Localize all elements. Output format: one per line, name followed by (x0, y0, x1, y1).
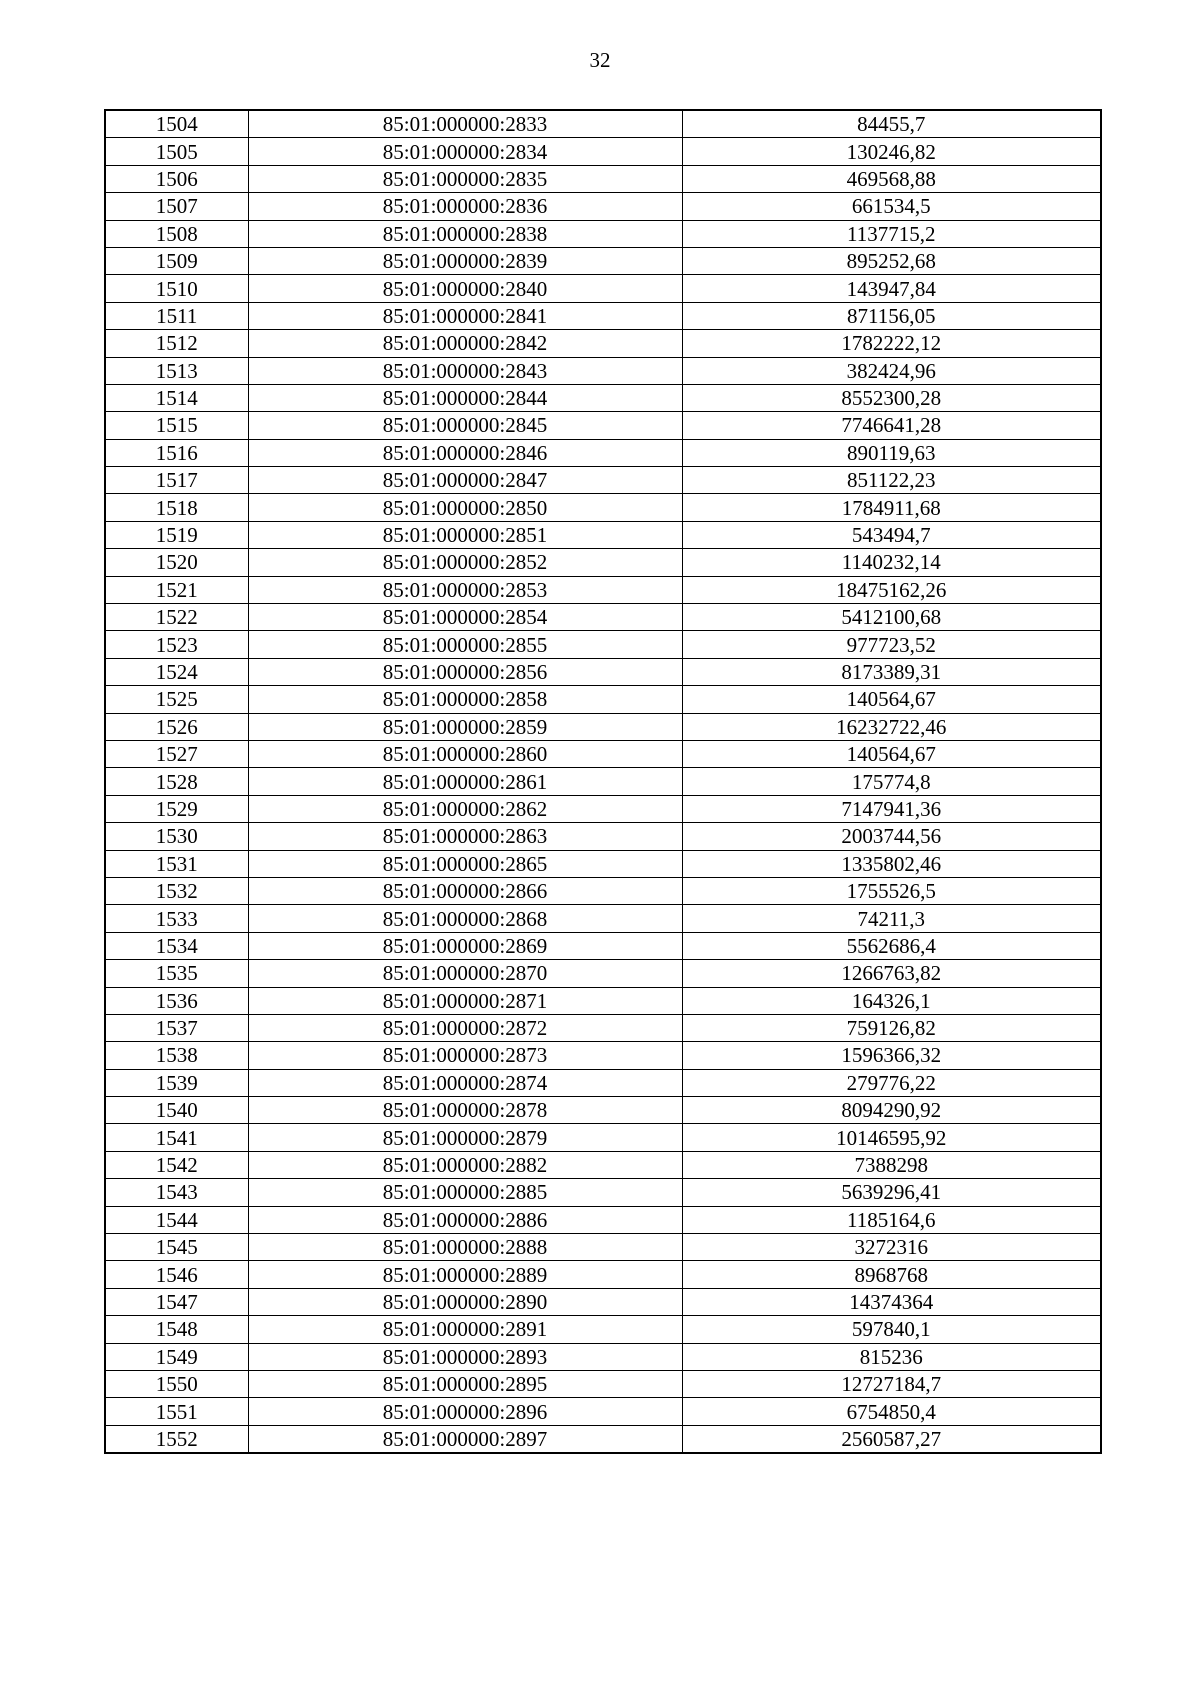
cadastral-number-cell: 85:01:000000:2888 (248, 1234, 682, 1261)
cadastral-number-cell: 85:01:000000:2861 (248, 768, 682, 795)
table-row (105, 1261, 1101, 1288)
table-row (105, 850, 1101, 877)
row-number-cell: 1526 (105, 713, 248, 740)
row-number-cell: 1528 (105, 768, 248, 795)
value-cell: 279776,22 (682, 1069, 1101, 1096)
value-cell: 815236 (682, 1343, 1101, 1370)
table-row (105, 1179, 1101, 1206)
table-row (105, 1234, 1101, 1261)
cadastral-number-cell: 85:01:000000:2878 (248, 1097, 682, 1124)
cadastral-number-cell: 85:01:000000:2846 (248, 439, 682, 466)
cadastral-number-cell: 85:01:000000:2847 (248, 467, 682, 494)
cadastral-number-cell: 85:01:000000:2873 (248, 1042, 682, 1069)
value-cell: 18475162,26 (682, 576, 1101, 603)
value-cell: 8173389,31 (682, 658, 1101, 685)
cadastral-number-cell: 85:01:000000:2841 (248, 302, 682, 329)
cadastral-number-cell: 85:01:000000:2843 (248, 357, 682, 384)
cadastral-number-cell: 85:01:000000:2860 (248, 740, 682, 767)
row-number-cell: 1512 (105, 330, 248, 357)
value-cell: 2003744,56 (682, 823, 1101, 850)
cadastral-number-cell: 85:01:000000:2893 (248, 1343, 682, 1370)
value-cell: 6754850,4 (682, 1398, 1101, 1425)
row-number-cell: 1533 (105, 905, 248, 932)
cadastral-number-cell: 85:01:000000:2897 (248, 1425, 682, 1453)
value-cell: 84455,7 (682, 110, 1101, 138)
value-cell: 543494,7 (682, 521, 1101, 548)
row-number-cell: 1538 (105, 1042, 248, 1069)
value-cell: 851122,23 (682, 467, 1101, 494)
row-number-cell: 1534 (105, 932, 248, 959)
cadastral-number-cell: 85:01:000000:2844 (248, 384, 682, 411)
table-row (105, 357, 1101, 384)
row-number-cell: 1539 (105, 1069, 248, 1096)
value-cell: 143947,84 (682, 275, 1101, 302)
value-cell: 14374364 (682, 1288, 1101, 1315)
table-row (105, 987, 1101, 1014)
table-row (105, 686, 1101, 713)
cadastral-number-cell: 85:01:000000:2863 (248, 823, 682, 850)
table-row (105, 110, 1101, 138)
row-number-cell: 1515 (105, 412, 248, 439)
cadastral-number-cell: 85:01:000000:2891 (248, 1316, 682, 1343)
row-number-cell: 1506 (105, 165, 248, 192)
cadastral-number-cell: 85:01:000000:2834 (248, 138, 682, 165)
value-cell: 382424,96 (682, 357, 1101, 384)
row-number-cell: 1542 (105, 1151, 248, 1178)
row-number-cell: 1547 (105, 1288, 248, 1315)
row-number-cell: 1522 (105, 604, 248, 631)
table-row (105, 384, 1101, 411)
value-cell: 597840,1 (682, 1316, 1101, 1343)
row-number-cell: 1516 (105, 439, 248, 466)
value-cell: 140564,67 (682, 686, 1101, 713)
value-cell: 759126,82 (682, 1014, 1101, 1041)
table-row (105, 1069, 1101, 1096)
value-cell: 469568,88 (682, 165, 1101, 192)
table-row (105, 220, 1101, 247)
cadastral-number-cell: 85:01:000000:2882 (248, 1151, 682, 1178)
value-cell: 3272316 (682, 1234, 1101, 1261)
table-row (105, 1425, 1101, 1453)
row-number-cell: 1525 (105, 686, 248, 713)
table-row (105, 494, 1101, 521)
table-row (105, 1124, 1101, 1151)
table-row (105, 1370, 1101, 1397)
row-number-cell: 1552 (105, 1425, 248, 1453)
value-cell: 74211,3 (682, 905, 1101, 932)
value-cell: 175774,8 (682, 768, 1101, 795)
value-cell: 1596366,32 (682, 1042, 1101, 1069)
value-cell: 130246,82 (682, 138, 1101, 165)
row-number-cell: 1536 (105, 987, 248, 1014)
cadastral-number-cell: 85:01:000000:2855 (248, 631, 682, 658)
cadastral-number-cell: 85:01:000000:2871 (248, 987, 682, 1014)
cadastral-number-cell: 85:01:000000:2872 (248, 1014, 682, 1041)
row-number-cell: 1519 (105, 521, 248, 548)
table-row (105, 1343, 1101, 1370)
cadastral-number-cell: 85:01:000000:2836 (248, 193, 682, 220)
table-row (105, 439, 1101, 466)
value-cell: 977723,52 (682, 631, 1101, 658)
row-number-cell: 1546 (105, 1261, 248, 1288)
cadastral-number-cell: 85:01:000000:2842 (248, 330, 682, 357)
cadastral-number-cell: 85:01:000000:2896 (248, 1398, 682, 1425)
cadastral-number-cell: 85:01:000000:2862 (248, 795, 682, 822)
row-number-cell: 1529 (105, 795, 248, 822)
row-number-cell: 1541 (105, 1124, 248, 1151)
value-cell: 140564,67 (682, 740, 1101, 767)
row-number-cell: 1521 (105, 576, 248, 603)
table-body (105, 110, 1101, 1453)
value-cell: 1140232,14 (682, 549, 1101, 576)
row-number-cell: 1548 (105, 1316, 248, 1343)
row-number-cell: 1518 (105, 494, 248, 521)
table-row (105, 576, 1101, 603)
table-row (105, 713, 1101, 740)
row-number-cell: 1509 (105, 247, 248, 274)
table-row (105, 138, 1101, 165)
row-number-cell: 1505 (105, 138, 248, 165)
table-row (105, 1014, 1101, 1041)
table-row (105, 1398, 1101, 1425)
cadastral-number-cell: 85:01:000000:2840 (248, 275, 682, 302)
cadastral-number-cell: 85:01:000000:2890 (248, 1288, 682, 1315)
row-number-cell: 1504 (105, 110, 248, 138)
value-cell: 7388298 (682, 1151, 1101, 1178)
row-number-cell: 1514 (105, 384, 248, 411)
table-row (105, 631, 1101, 658)
page-number: 32 (589, 48, 611, 72)
table-row (105, 412, 1101, 439)
cadastral-number-cell: 85:01:000000:2895 (248, 1370, 682, 1397)
table-row (105, 932, 1101, 959)
cadastral-table (104, 109, 1102, 1454)
cadastral-number-cell: 85:01:000000:2835 (248, 165, 682, 192)
cadastral-number-cell: 85:01:000000:2866 (248, 877, 682, 904)
value-cell: 12727184,7 (682, 1370, 1101, 1397)
row-number-cell: 1543 (105, 1179, 248, 1206)
row-number-cell: 1535 (105, 960, 248, 987)
row-number-cell: 1527 (105, 740, 248, 767)
row-number-cell: 1508 (105, 220, 248, 247)
row-number-cell: 1530 (105, 823, 248, 850)
value-cell: 7746641,28 (682, 412, 1101, 439)
table-row (105, 521, 1101, 548)
cadastral-number-cell: 85:01:000000:2850 (248, 494, 682, 521)
cadastral-number-cell: 85:01:000000:2854 (248, 604, 682, 631)
row-number-cell: 1551 (105, 1398, 248, 1425)
value-cell: 5412100,68 (682, 604, 1101, 631)
value-cell: 1755526,5 (682, 877, 1101, 904)
table-row (105, 165, 1101, 192)
table-row (105, 467, 1101, 494)
cadastral-number-cell: 85:01:000000:2856 (248, 658, 682, 685)
value-cell: 2560587,27 (682, 1425, 1101, 1453)
cadastral-number-cell: 85:01:000000:2885 (248, 1179, 682, 1206)
value-cell: 8094290,92 (682, 1097, 1101, 1124)
cadastral-number-cell: 85:01:000000:2874 (248, 1069, 682, 1096)
cadastral-number-cell: 85:01:000000:2869 (248, 932, 682, 959)
value-cell: 10146595,92 (682, 1124, 1101, 1151)
table-row (105, 549, 1101, 576)
value-cell: 8552300,28 (682, 384, 1101, 411)
row-number-cell: 1544 (105, 1206, 248, 1233)
cadastral-number-cell: 85:01:000000:2868 (248, 905, 682, 932)
row-number-cell: 1540 (105, 1097, 248, 1124)
table-row (105, 1042, 1101, 1069)
value-cell: 1782222,12 (682, 330, 1101, 357)
value-cell: 7147941,36 (682, 795, 1101, 822)
table-row (105, 658, 1101, 685)
value-cell: 1784911,68 (682, 494, 1101, 521)
row-number-cell: 1550 (105, 1370, 248, 1397)
cadastral-number-cell: 85:01:000000:2853 (248, 576, 682, 603)
value-cell: 164326,1 (682, 987, 1101, 1014)
row-number-cell: 1523 (105, 631, 248, 658)
table-row (105, 193, 1101, 220)
value-cell: 895252,68 (682, 247, 1101, 274)
table-row (105, 1206, 1101, 1233)
cadastral-number-cell: 85:01:000000:2870 (248, 960, 682, 987)
table-row (105, 740, 1101, 767)
table-row (105, 302, 1101, 329)
row-number-cell: 1537 (105, 1014, 248, 1041)
cadastral-number-cell: 85:01:000000:2865 (248, 850, 682, 877)
row-number-cell: 1532 (105, 877, 248, 904)
cadastral-number-cell: 85:01:000000:2886 (248, 1206, 682, 1233)
table-row (105, 1097, 1101, 1124)
value-cell: 1137715,2 (682, 220, 1101, 247)
cadastral-number-cell: 85:01:000000:2845 (248, 412, 682, 439)
table-row (105, 247, 1101, 274)
value-cell: 5639296,41 (682, 1179, 1101, 1206)
row-number-cell: 1510 (105, 275, 248, 302)
table-row (105, 1316, 1101, 1343)
cadastral-number-cell: 85:01:000000:2833 (248, 110, 682, 138)
table-row (105, 905, 1101, 932)
value-cell: 8968768 (682, 1261, 1101, 1288)
cadastral-number-cell: 85:01:000000:2859 (248, 713, 682, 740)
table-row (105, 330, 1101, 357)
row-number-cell: 1545 (105, 1234, 248, 1261)
table-row (105, 960, 1101, 987)
table-row (105, 877, 1101, 904)
table-row (105, 275, 1101, 302)
row-number-cell: 1517 (105, 467, 248, 494)
cadastral-number-cell: 85:01:000000:2889 (248, 1261, 682, 1288)
value-cell: 5562686,4 (682, 932, 1101, 959)
cadastral-number-cell: 85:01:000000:2838 (248, 220, 682, 247)
cadastral-number-cell: 85:01:000000:2839 (248, 247, 682, 274)
table-row (105, 768, 1101, 795)
cadastral-number-cell: 85:01:000000:2879 (248, 1124, 682, 1151)
cadastral-number-cell: 85:01:000000:2852 (248, 549, 682, 576)
table-row (105, 1288, 1101, 1315)
cadastral-number-cell: 85:01:000000:2851 (248, 521, 682, 548)
value-cell: 1185164,6 (682, 1206, 1101, 1233)
row-number-cell: 1549 (105, 1343, 248, 1370)
value-cell: 871156,05 (682, 302, 1101, 329)
row-number-cell: 1524 (105, 658, 248, 685)
row-number-cell: 1511 (105, 302, 248, 329)
value-cell: 661534,5 (682, 193, 1101, 220)
value-cell: 1335802,46 (682, 850, 1101, 877)
value-cell: 16232722,46 (682, 713, 1101, 740)
table-row (105, 795, 1101, 822)
row-number-cell: 1520 (105, 549, 248, 576)
row-number-cell: 1513 (105, 357, 248, 384)
row-number-cell: 1507 (105, 193, 248, 220)
table-row (105, 1151, 1101, 1178)
value-cell: 890119,63 (682, 439, 1101, 466)
value-cell: 1266763,82 (682, 960, 1101, 987)
table-row (105, 823, 1101, 850)
table-row (105, 604, 1101, 631)
row-number-cell: 1531 (105, 850, 248, 877)
cadastral-number-cell: 85:01:000000:2858 (248, 686, 682, 713)
